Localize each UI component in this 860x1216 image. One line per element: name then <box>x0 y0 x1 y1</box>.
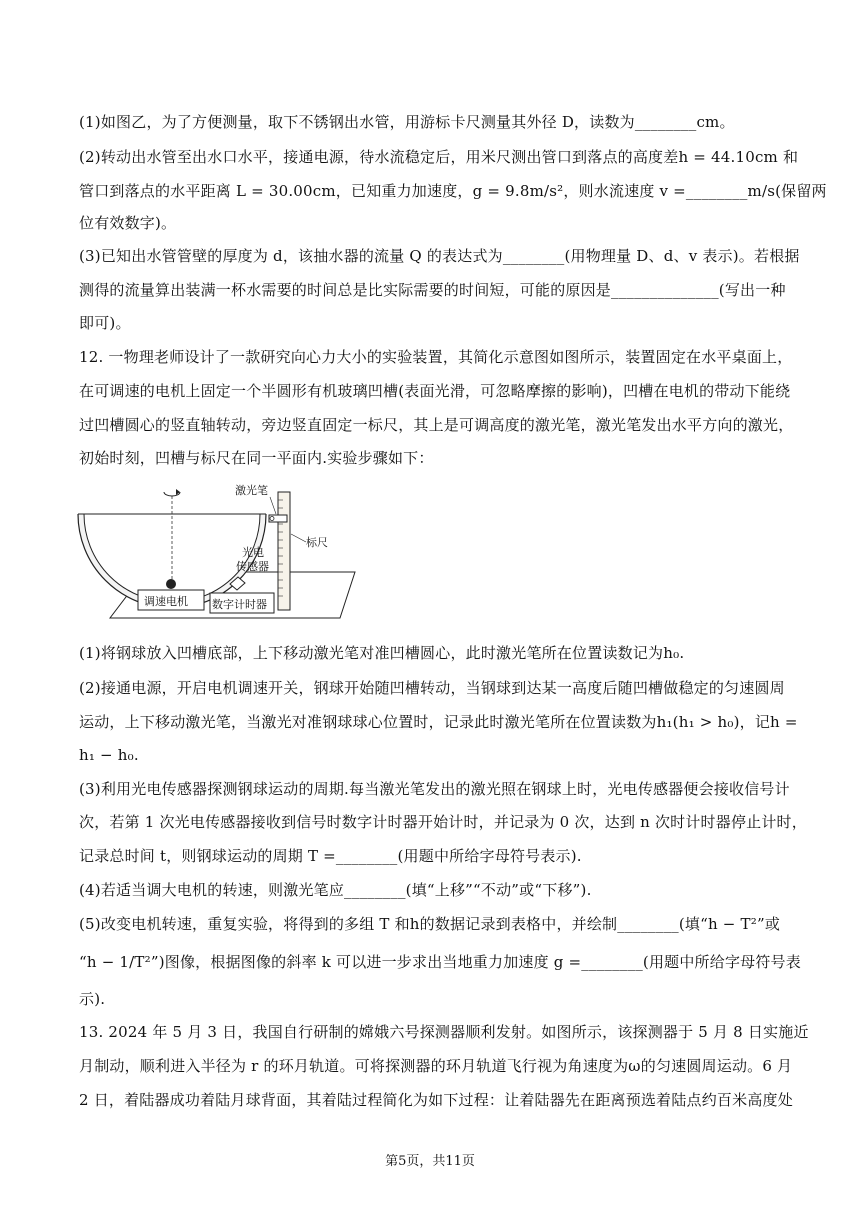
text-line: (1)将钢球放入凹槽底部，上下移动激光笔对准凹槽圆心，此时激光笔所在位置读数记为h₀. <box>79 644 685 662</box>
text-line: 12. 一物理老师设计了一款研究向心力大小的实验装置，其简化示意图如图所示，装置固定在水平桌面上， <box>79 348 793 366</box>
text-line: h₁ − h₀. <box>79 746 139 764</box>
text-line: 记录总时间 t，则钢球运动的周期 T =________(用题中所给字母符号表示). <box>79 847 582 865</box>
text-line: (1)如图乙，为了方便测量，取下不锈钢出水管，用游标卡尺测量其外径 D，读数为________cm。 <box>79 113 735 131</box>
text-line: 月制动，顺利进入半径为 r 的环月轨道。可将探测器的环月轨道飞行视为角速度为ω的匀速圆周运动。6 月 <box>79 1057 793 1075</box>
text-line: “h − 1/T²”)图像，根据图像的斜率 k 可以进一步求出当地重力加速度 g =________(用题中所给字母符号表 <box>79 953 801 971</box>
figure-label-sensor: 传感器 <box>236 560 269 573</box>
figure-label-motor: 调速电机 <box>144 595 188 608</box>
steel-ball <box>166 579 176 589</box>
text-line: 示). <box>79 990 106 1008</box>
laser-pen <box>269 515 287 522</box>
ruler <box>278 492 290 610</box>
text-line: 位有效数字)。 <box>79 214 177 232</box>
text-line: 在可调速的电机上固定一个半圆形有机玻璃凹槽(表面光滑，可忽略摩擦的影响)，凹槽在电机的带动下能绕 <box>79 382 791 400</box>
figure-label-laser: 激光笔 <box>235 484 268 497</box>
text-line: 13. 2024 年 5 月 3 日，我国自行研制的嫦娥六号探测器顺利发射。如图所示，该探测器于 5 月 8 日实施近 <box>79 1023 809 1041</box>
page-footer: 第5页，共11页 <box>385 1154 475 1169</box>
text-line: 管口到落点的水平距离 L = 30.00cm，已知重力加速度，g = 9.8m/s²，则水流速度 v =________m/s(保留两 <box>79 182 827 200</box>
text-line: (2)转动出水管至出水口水平，接通电源，待水流稳定后，用米尺测出管口到落点的高度差h = 44.10cm 和 <box>79 148 799 166</box>
text-line: 即可)。 <box>79 314 131 332</box>
text-line: 测得的流量算出装满一杯水需要的时间总是比实际需要的时间短，可能的原因是______________(写出一种 <box>79 281 786 299</box>
text-line: 运动，上下移动激光笔，当激光对准钢球球心位置时，记录此时激光笔所在位置读数为h₁(h₁ > h₀)，记h = <box>79 713 798 731</box>
text-line: 初始时刻，凹槽与标尺在同一平面内.实验步骤如下： <box>79 449 434 467</box>
text-line: (4)若适当调大电机的转速，则激光笔应________(填“上移”“不动”或“下移”). <box>79 881 592 899</box>
text-line: (3)已知出水管管壁的厚度为 d，该抽水器的流量 Q 的表达式为________(用物理量 D、d、v 表示)。若根据 <box>79 247 800 265</box>
figure-label-photo: 光电 <box>242 546 264 559</box>
text-line: (5)改变电机转速，重复实验，将得到的多组 T 和h的数据记录到表格中，并绘制________(填“h − T²”或 <box>79 915 781 933</box>
text-line: (3)利用光电传感器探测钢球运动的周期.每当激光笔发出的激光照在钢球上时，光电传感器便会接收信号计 <box>79 780 790 798</box>
figure-label-timer: 数字计时器 <box>212 598 267 611</box>
text-line: 次，若第 1 次光电传感器接收到信号时数字计时器开始计时，并记录为 0 次，达到 n 次时计时器停止计时， <box>79 813 807 831</box>
text-line: 2 日，着陆器成功着陆月球背面，其着陆过程简化为如下过程：让着陆器先在距离预选着陆点约百米高度处 <box>79 1091 793 1109</box>
text-line: 过凹槽圆心的竖直轴转动，旁边竖直固定一标尺，其上是可调高度的激光笔，激光笔发出水平方向的激光， <box>79 416 794 434</box>
text-line: (2)接通电源，开启电机调速开关，钢球开始随凹槽转动，当钢球到达某一高度后随凹槽做稳定的匀速圆周 <box>79 679 785 697</box>
figure-label-ruler: 标尺 <box>306 536 328 549</box>
apparatus-figure <box>70 480 360 620</box>
